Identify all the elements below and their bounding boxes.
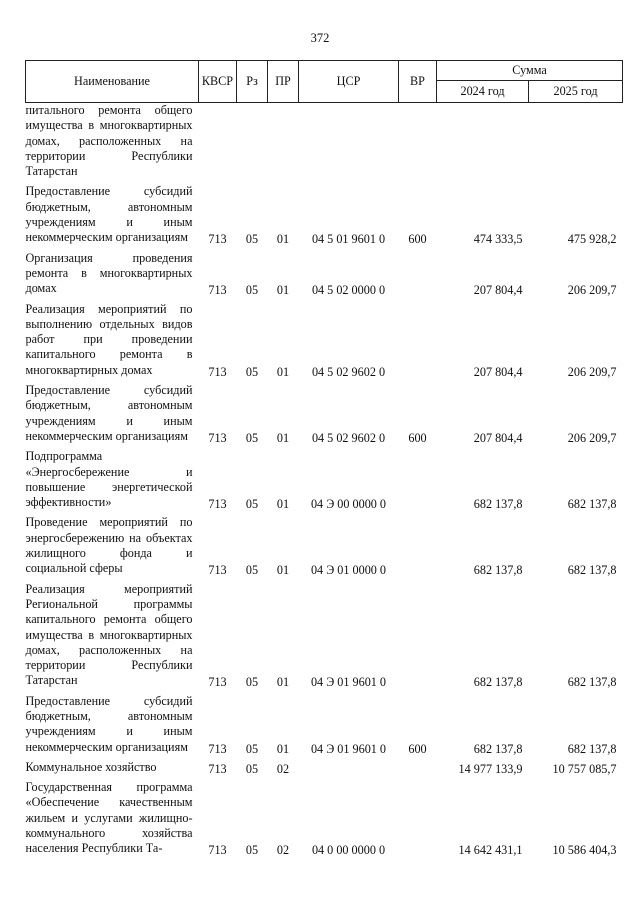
row-rz: 05 (245, 761, 259, 776)
row-kvsr: 713 (208, 843, 227, 858)
row-2025: 475 928,2 (567, 232, 617, 247)
row-kvsr: 713 (208, 497, 227, 512)
row-kvsr: 713 (208, 364, 227, 379)
header-sum: Сумма (437, 61, 623, 81)
row-pr: 01 (276, 283, 290, 298)
table-row (26, 248, 623, 299)
row-vr: 600 (408, 232, 427, 247)
row-2024: 14 642 431,1 (458, 843, 523, 858)
row-name: Предоставление субсидий бюджетным, автономным учреждениям и иным некоммерческим организациям (25, 693, 193, 754)
row-kvsr: 713 (208, 232, 227, 247)
row-pr: 01 (276, 364, 290, 379)
row-kvsr: 713 (208, 283, 227, 298)
row-csr: 04 5 02 0000 0 (311, 283, 386, 298)
row-kvsr: 713 (208, 563, 227, 578)
row-kvsr: 713 (208, 430, 227, 445)
row-2024 (437, 103, 529, 182)
table-row (26, 512, 623, 578)
row-2025: 682 137,8 (567, 741, 617, 756)
header-2025: 2025 год (529, 81, 623, 103)
row-2025: 10 757 085,7 (552, 761, 617, 776)
row-rz: 05 (245, 283, 259, 298)
row-csr: 04 5 02 9602 0 (311, 430, 386, 445)
row-2025: 206 209,7 (567, 430, 617, 445)
row-rz: 05 (245, 430, 259, 445)
row-pr: 01 (276, 741, 290, 756)
row-name: Предоставление субсидий бюджетным, автономным учреждениям и иным некоммерческим организациям (25, 184, 193, 245)
table-row (26, 181, 623, 247)
row-name: Проведение мероприятий по энергосбережению на объектах жилищного фонда и социальной сферы (25, 515, 193, 576)
row-name: Организация проведения ремонта в многоквартирных домах (25, 250, 193, 296)
table-row (26, 691, 623, 757)
header-kvsr: КВСР (199, 61, 237, 103)
row-csr: 04 Э 01 0000 0 (310, 563, 387, 578)
row-2024: 682 137,8 (473, 563, 523, 578)
row-csr (299, 757, 399, 777)
row-pr: 02 (276, 843, 290, 858)
row-vr (399, 757, 437, 777)
row-name: Подпрограмма «Энергосбережение и повышение энергетической эффективности» (25, 449, 193, 510)
row-vr (399, 299, 437, 380)
table-row (26, 103, 623, 182)
budget-table (25, 60, 623, 859)
header-name: Наименование (26, 61, 199, 103)
row-2025: 682 137,8 (567, 675, 617, 690)
header-rz: Рз (237, 61, 268, 103)
row-csr: 04 Э 01 9601 0 (310, 741, 387, 756)
row-rz: 05 (245, 675, 259, 690)
table-row (26, 380, 623, 446)
row-2024: 207 804,4 (473, 430, 523, 445)
row-2024: 207 804,4 (473, 283, 523, 298)
row-pr: 01 (276, 563, 290, 578)
row-vr: 600 (408, 430, 427, 445)
row-2025: 682 137,8 (567, 563, 617, 578)
row-vr: 600 (408, 741, 427, 756)
row-pr: 01 (276, 497, 290, 512)
row-vr (399, 777, 437, 858)
row-rz: 05 (245, 563, 259, 578)
row-kvsr: 713 (208, 741, 227, 756)
row-2024: 474 333,5 (473, 232, 523, 247)
row-2024: 14 977 133,9 (458, 761, 523, 776)
header-pr: ПР (268, 61, 299, 103)
table-row (26, 299, 623, 380)
row-pr (268, 103, 299, 182)
row-kvsr: 713 (208, 761, 227, 776)
row-kvsr: 713 (208, 675, 227, 690)
row-2025 (529, 103, 623, 182)
row-2024: 207 804,4 (473, 364, 523, 379)
row-rz: 05 (245, 741, 259, 756)
row-csr: 04 Э 00 0000 0 (310, 497, 387, 512)
row-name: Коммунальное хозяйство (25, 759, 157, 774)
row-csr: 04 5 01 9601 0 (311, 232, 386, 247)
row-2024: 682 137,8 (473, 497, 523, 512)
row-name: Реализация мероприятий Региональной программы капитального ремонта общего имущества в многоквартирных домах, расположенных на территории Республики Татарстан (25, 581, 193, 688)
row-vr (399, 103, 437, 182)
header-csr: ЦСР (299, 61, 399, 103)
row-vr (399, 512, 437, 578)
row-csr: 04 5 02 9602 0 (311, 364, 386, 379)
row-csr: 04 0 00 0000 0 (311, 843, 386, 858)
row-2024: 682 137,8 (473, 675, 523, 690)
row-pr: 01 (276, 232, 290, 247)
row-rz: 05 (245, 497, 259, 512)
row-pr: 01 (276, 675, 290, 690)
table-body (26, 103, 623, 859)
row-name: Предоставление субсидий бюджетным, автономным учреждениям и иным некоммерческим организациям (25, 383, 193, 443)
row-name: Государственная программа «Обеспечение качественным жильем и услугами жилищно-коммунального хозяйства населения Республики Та- (25, 780, 193, 856)
page-number: 372 (310, 31, 330, 45)
row-vr (399, 579, 437, 691)
row-vr (399, 446, 437, 512)
row-2025: 682 137,8 (567, 497, 617, 512)
row-csr: 04 Э 01 9601 0 (310, 675, 387, 690)
row-rz (237, 103, 268, 182)
row-name: питального ремонта общего имущества в многоквартирных домах, расположенных на территории Республики Татарстан (25, 103, 193, 179)
row-2025: 10 586 404,3 (552, 843, 617, 858)
row-2025: 206 209,7 (567, 283, 617, 298)
row-pr: 01 (276, 430, 290, 445)
row-kvsr (199, 103, 237, 182)
header-vr: ВР (399, 61, 437, 103)
table-row (26, 777, 623, 858)
row-rz: 05 (245, 232, 259, 247)
table-row (26, 446, 623, 512)
row-name: Реализация мероприятий по выполнению отдельных видов работ при проведении капитального ремонта в многоквартирных домах (25, 301, 193, 377)
row-rz: 05 (245, 843, 259, 858)
row-pr: 02 (276, 761, 290, 776)
row-csr (299, 103, 399, 182)
row-rz: 05 (245, 364, 259, 379)
table-row (26, 757, 623, 777)
row-vr (399, 248, 437, 299)
header-2024: 2024 год (437, 81, 529, 103)
table-row (26, 579, 623, 691)
row-2024: 682 137,8 (473, 741, 523, 756)
row-2025: 206 209,7 (567, 364, 617, 379)
